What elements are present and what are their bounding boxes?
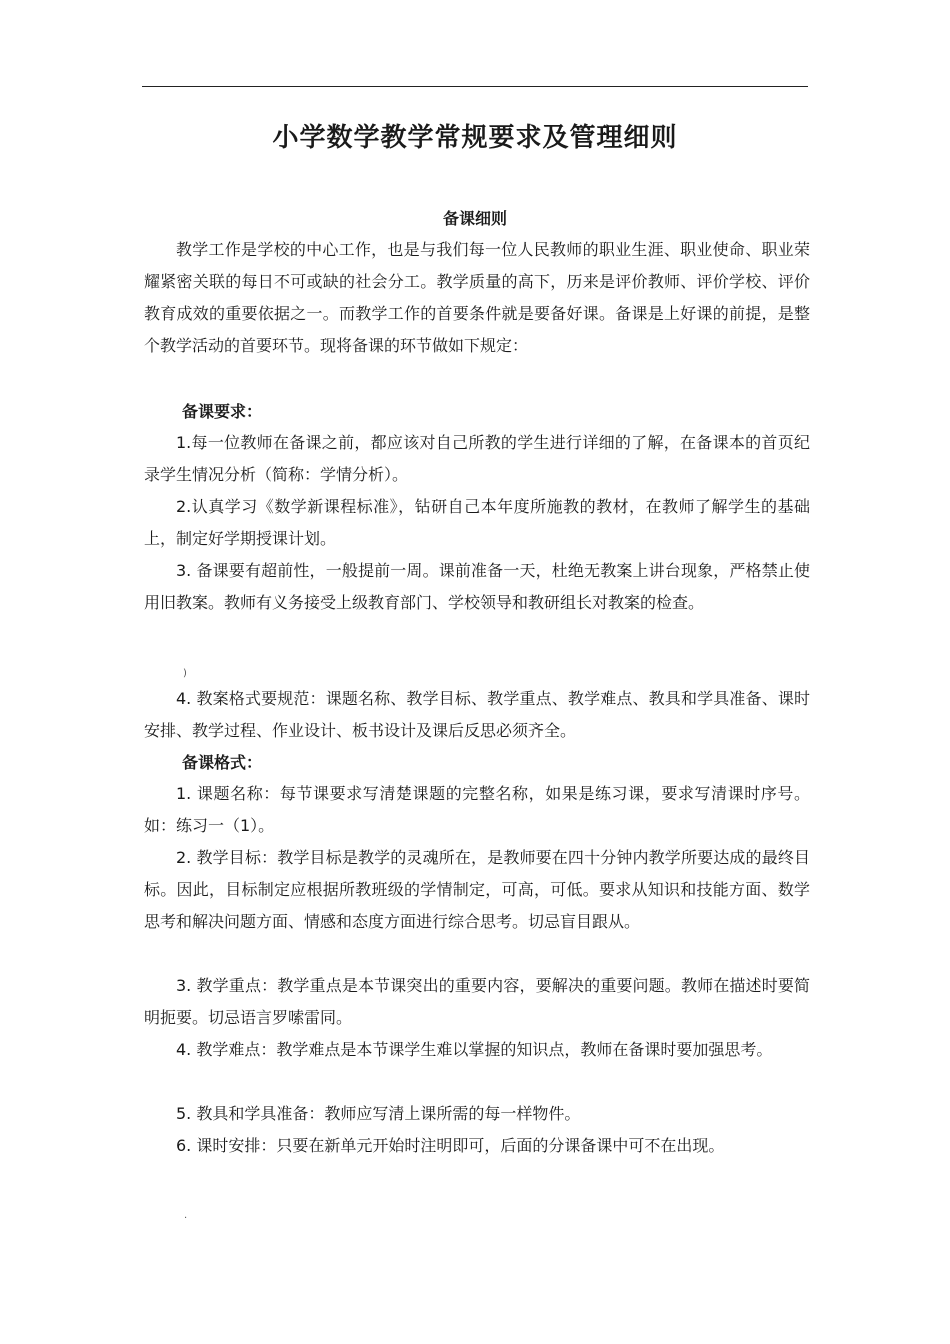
section-heading: 备课细则 — [442, 209, 507, 228]
requirement-item: 2.认真学习《数学新课程标准》，钻研自己本年度所施教的教材，在教师了解学生的基础上，制定好学期授课计划。 — [144, 497, 810, 548]
requirement-item: 4. 教案格式要规范：课题名称、教学目标、教学重点、教学难点、教具和学具准备、课时安排、教学过程、作业设计、板书设计及课后反思必须齐全。 — [144, 689, 810, 740]
stray-mark: . — [184, 1210, 188, 1221]
format-item: 3. 教学重点：教学重点是本节课突出的重要内容，要解决的重要问题。教师在描述时要简明扼要。切忌语言罗嗦雷同。 — [144, 976, 810, 1027]
format-item: 5. 教具和学具准备：教师应写清上课所需的每一样物件。 — [176, 1104, 581, 1123]
intro-paragraph: 教学工作是学校的中心工作，也是与我们每一位人民教师的职业生涯、职业使命、职业荣耀紧密关联的每日不可或缺的社会分工。教学质量的高下，历来是评价教师、评价学校、评价教育成效的重要依据之一。而教学工作的首要条件就是要备好课。备课是上好课的前提，是整个教学活动的首要环节。现将备课的环节做如下规定： — [144, 240, 810, 355]
requirement-item: 1.每一位教师在备课之前，都应该对自己所教的学生进行详细的了解，在备课本的首页纪录学生情况分析（简称：学情分析）。 — [144, 433, 810, 484]
document-title: 小学数学教学常规要求及管理细则 — [272, 123, 678, 153]
requirements-heading: 备课要求： — [182, 402, 263, 421]
stray-mark: ) — [183, 668, 187, 679]
format-item: 6. 课时安排：只要在新单元开始时注明即可，后面的分课备课中可不在出现。 — [176, 1136, 725, 1155]
header-rule — [142, 86, 808, 87]
format-item: 1. 课题名称：每节课要求写清楚课题的完整名称，如果是练习课，要求写清课时序号。如：练习一（1）。 — [144, 784, 810, 835]
format-heading: 备课格式： — [182, 753, 263, 772]
format-item: 2. 教学目标：教学目标是教学的灵魂所在，是教师要在四十分钟内教学所要达成的最终目标。因此，目标制定应根据所教班级的学情制定，可高，可低。要求从知识和技能方面、数学思考和解决问题方面、情感和态度方面进行综合思考。切忌盲目跟从。 — [144, 848, 810, 931]
requirement-item: 3. 备课要有超前性，一般提前一周。课前准备一天，杜绝无教案上讲台现象，严格禁止使用旧教案。教师有义务接受上级教育部门、学校领导和教研组长对教案的检查。 — [144, 561, 810, 612]
format-item: 4. 教学难点：教学难点是本节课学生难以掌握的知识点，教师在备课时要加强思考。 — [176, 1040, 773, 1059]
